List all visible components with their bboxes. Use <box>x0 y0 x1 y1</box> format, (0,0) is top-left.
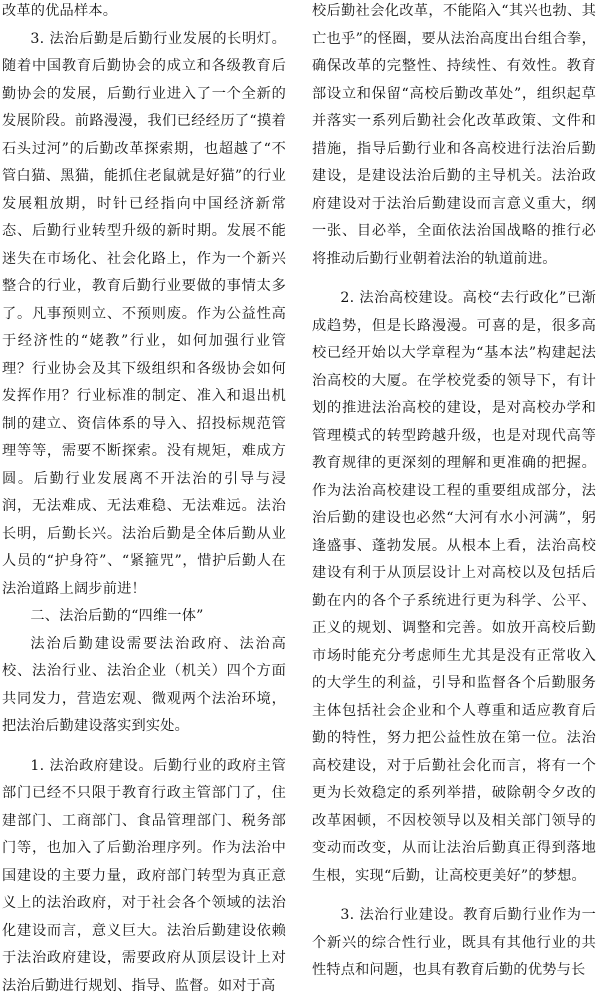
paragraph-rule-of-law-logistics-lamp: 3. 法治后勤是后勤行业发展的长明灯。随着中国教育后勤协会的成立和各级教育后勤协会的发展，后勤行业进入了一个全新的发展阶段。前路漫漫，我们已经经历了“摸着石头过河”的后勤改革探索期，也超越了“不管白猫、黑猫，能抓住老鼠就是好猫”的行业发展粗放期，时针已经指向中国经济新常态、后勤行业转型升级的新时期。发展不能迷失在市场化、社会化路上，作为一个新兴整合的行业，教育后勤行业要做的事情太多了。凡事预则立、不预则废。作为公益性高于经济性的“姥教”行业，如何加强行业管理？行业协会及其下级组织和各级协会如何发挥作用？行业标准的制定、准入和退出机制的建立、资信体系的导入、招投标规范管理等等，需要不断探索。没有规矩，难成方圆。后勤行业发展离不开法治的引导与浸润，无法难成、无法难稳、无法难远。法治长明，后勤长兴。法治后勤是全体后勤从业人员的“护身符”、“紧箍咒”，惜护后勤人在法治道路上阔步前进！ <box>2 26 286 604</box>
section-heading-four-dimensions: 二、法治后勤的“四维一体” <box>2 603 286 631</box>
paragraph-rule-of-law-government: 1. 法治政府建设。后勤行业的政府主管部门已经不只限于教育行政主管部门了，住建部门、工商部门、食品管理部门、税务部门等，也加入了后勤治理序列。作为法治中国建设的主要力量，政府部门转型为真正意义上的法治政府，对于社会各个领域的法治化建设而言，意义巨大。法治后勤建设依赖于法治政府建设，需要政府从顶层设计上对法治后勤进行规划、指导、监督。如对于高 <box>2 753 286 1000</box>
paragraph-continuation: 改革的优品样本。 <box>2 0 286 26</box>
right-column <box>312 0 596 985</box>
paragraph-rule-of-law-industry: 3. 法治行业建设。教育后勤行业作为一个新兴的综合性行业，既具有其他行业的共性特点和问题，也具有教育后勤的优势与长 <box>312 902 596 985</box>
left-column <box>2 0 286 1000</box>
paragraph-four-aspects: 法治后勤建设需要法治政府、法治高校、法治行业、法治企业（机关）四个方面共同发力，营造宏观、微观两个法治环境，把法治后勤建设落实到实处。 <box>2 631 286 741</box>
paragraph-government-continuation: 校后勤社会化改革，不能陷入“其兴也勃、其亡也乎”的怪圈，要从法治高度出台组合拳，确保改革的完整性、持续性、有效性。教育部设立和保留“高校后勤改革处”，组织起草并落实一系列后勤社会化改革政策、文件和措施，指导后勤行业和各高校进行法治后勤建设，是建设法治后勤的主导机关。法治政府建设对于法治后勤建设而言意义重大，纲一张、目必举，全面依法治国战略的推行必将推动后勤行业朝着法治的轨道前进。 <box>312 0 596 273</box>
paragraph-rule-of-law-university: 2. 法治高校建设。高校“去行政化”已渐成趋势，但是长路漫漫。可喜的是，很多高校已经开始以大学章程为“基本法”构建起法治高校的大厦。在学校党委的领导下，有计划的推进法治高校的建设，是对高校办学和管理模式的转型跨越升级，也是对现代高等教育规律的更深刻的理解和更准确的把握。作为法治高校建设工程的重要组成部分，法治后勤的建设也必然“大河有水小河满”，躬逢盛事、蓬勃发展。从根本上看，法治高校建设有利于从顶层设计上对高校以及包括后勤在内的各个子系统进行更为科学、公平、正义的规划、调整和完善。如放开高校后勤市场时能充分考虑师生尤其是没有正常收入的大学生的利益，引导和监督各个后勤服务主体包括社会企业和个人尊重和适应教育后勤的特性，努力把公益性放在第一位。法治高校建设，对于后勤社会化而言，将有一个更为长效稳定的系列举措，破除朝令夕改的改革困顿，不因校领导以及相关部门领导的变动而改变，从而让法治后勤真正得到落地生根，实现“后勤，让高校更美好”的梦想。 <box>312 285 596 890</box>
